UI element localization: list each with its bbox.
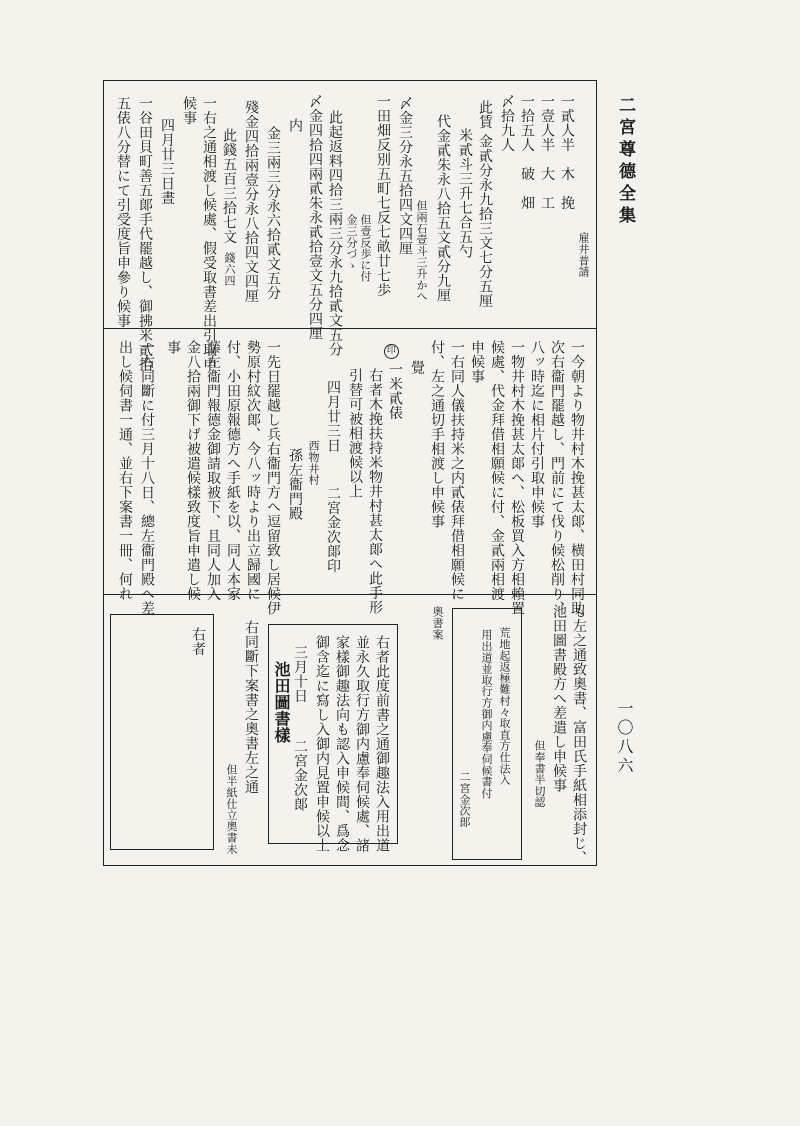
text-column: 〆拾九人 [499, 94, 515, 152]
text-column: 一壹人半 大 工 [539, 94, 555, 210]
text-column: 用出道並取行方御内慮奉伺候書付 [480, 629, 493, 799]
running-title: 二宮尊德全集 [615, 96, 635, 228]
text-column: 奧書案 [431, 606, 444, 640]
text-column: 引替可被相渡候以上 [347, 368, 363, 499]
text-note: 但壹反歩に付 [359, 214, 372, 282]
text-column: 八ッ時迄に相片付引取申候事 [529, 340, 545, 529]
text-column: 並永久取行方御内慮奉伺候處、諸 [354, 635, 370, 853]
text-column: 覺 [409, 360, 425, 375]
text-column: 次右衞門罷越し、門前にて伐り候松削り、 [549, 340, 565, 616]
text-column: 候事 [181, 96, 197, 125]
seal-icon: 印 [384, 344, 399, 359]
text-column: 一右同斷に付三月十八日、總左衞門殿へ差 [139, 340, 155, 616]
text-column: 右者此度前書之通御趣法入用出道 [374, 635, 390, 853]
text-column: 一拾五人 破 畑 [519, 94, 535, 210]
text-column: 一先日罷越し兵右衞門方へ逗留致し居候伊 [265, 340, 281, 616]
text-column: 〆金四拾四兩貳朱永貳拾壹文五分四厘 [307, 94, 323, 341]
text-column: も左之通致奧書、富田氏手紙相添封じ、 [571, 604, 587, 865]
page-number: 一〇八六 [615, 700, 634, 776]
text-column: 二宮金次郞印 [325, 486, 341, 573]
band-divider-upper [103, 328, 597, 329]
text-column: 事 [165, 340, 181, 355]
text-column: 四月廿三日 [325, 380, 341, 453]
text-note: 但奉書半切認 [533, 740, 546, 808]
colophon-box [268, 624, 398, 853]
text-column: 金三兩三分永六拾貳文五分 [265, 126, 281, 300]
text-column: 荒地起返極難村々取直方仕法入 [498, 627, 511, 786]
text-column: 四月廿三日晝 [159, 118, 175, 205]
text-column: 右同斷下案書之奧書左之通 [243, 620, 259, 794]
text-column: 三月十日 [292, 645, 308, 703]
text-column: 一田畑反別五町七反七畝廿七歩 [375, 94, 391, 297]
text-column: 藤左衞門報德金御請取被下、且同人加入 [205, 340, 221, 601]
text-column: 孫左衞門殿 [287, 448, 303, 521]
text-column: 一右之通相渡し候處、假受取書差出引取申 [201, 96, 217, 372]
text-column: 殘金四拾兩壹分永八拾四文四厘 [243, 100, 259, 303]
text-column: 一今朝より物井村木挽甚太郞、横田村同助 [569, 340, 585, 616]
text-column: 勢原村紋次郞、今八ッ時より出立歸國に [245, 340, 261, 601]
text-column: 池田圖書殿方へ差遣し申候事 [551, 604, 567, 793]
text-column: 右者 [190, 627, 206, 656]
text-column: 代金貳朱永八拾五文貳分九厘 [435, 114, 451, 303]
text-column: 付、左之通切手相渡し申候事 [429, 340, 445, 529]
text-column: 此賃 金貳分永九拾三文七分五厘 [477, 100, 493, 308]
text-column: 一右同人儀扶持米之内貳俵拜借相願候に [449, 340, 465, 601]
text-column: 二宮金次郞 [292, 739, 308, 812]
text-column: 御含迄に寫し入御内見置申候以上 [314, 635, 330, 853]
text-column: 米貳斗三升七合五勺 [457, 128, 473, 259]
text-column: 出し候伺書一通、並右下案書一冊、何れ [117, 340, 133, 601]
text-note: 但半紙仕立奧書未 [225, 764, 238, 855]
text-column: 右者木挽扶持米物井村甚太郞へ此手形 [367, 368, 383, 615]
quoted-document-box [452, 608, 522, 860]
text-column: 一物井村木挽甚太郞へ、松板買入方相賴置 [509, 340, 525, 616]
text-column: 雇井普請 [577, 232, 590, 278]
text-note: 錢六四 [223, 252, 236, 286]
text-column: 西物井村 [307, 440, 320, 486]
text-column: 申候事 [469, 340, 485, 384]
text-column: 内 [287, 118, 303, 133]
text-note: 但兩石壹斗三升かへ [415, 200, 428, 302]
text-column: 此起返料四拾三兩三分永九拾貳文五分 [327, 110, 343, 357]
text-column: 一谷田貝町善五郞手代罷越し、御拂米貳拾 [137, 96, 153, 372]
text-column: 池田圖書樣 [272, 661, 291, 744]
text-column: 五俵八分替にて引受度旨申參り候事 [115, 96, 131, 328]
text-column: 二宮金次郞 [458, 771, 471, 828]
empty-draft-box [110, 614, 214, 850]
text-column: 〆金三分永五拾四文四厘 [397, 96, 413, 256]
text-column: 候處、代金拜借相願候に付、金貳兩相渡 [489, 340, 505, 601]
text-note: 金三分づゝ [345, 214, 358, 271]
text-column: 一貳人半 木 挽 [559, 94, 575, 210]
text-column: 此錢五百三拾七文 [221, 128, 237, 244]
text-column: 付、小田原報德方へ手紙を以、同人本家 [225, 340, 241, 601]
text-column: 金八拾兩御下げ被遣候樣致度旨申遣し候 [185, 340, 201, 601]
text-column: 家樣御趣法向も認入申候間、爲念 [334, 635, 350, 853]
text-column: 一米貳俵 [387, 362, 403, 420]
